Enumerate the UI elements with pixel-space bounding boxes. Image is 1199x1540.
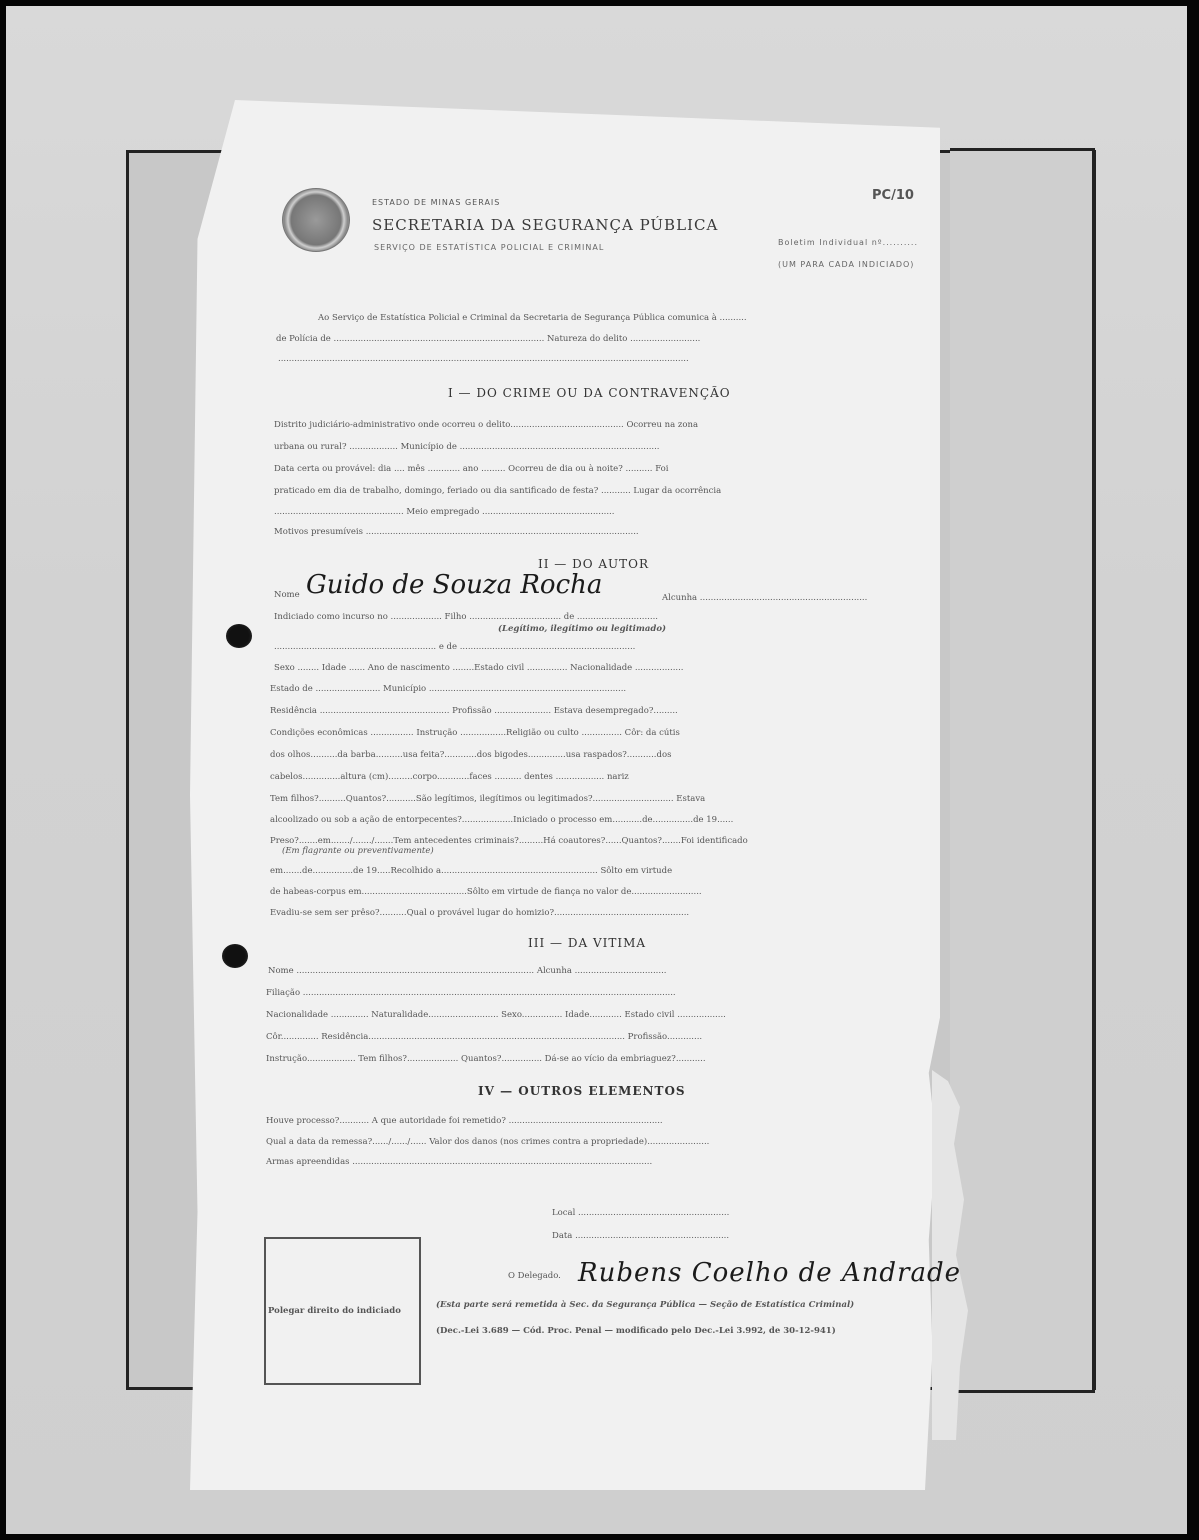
indicado-note: (UM PARA CADA INDICIADO) [778, 260, 915, 269]
section-2-line: Estado de ........................ Município ......................................................................... [270, 684, 627, 694]
data-field: Data ......................................................... [552, 1231, 730, 1241]
section-2-line: ............................................................ e de ................................................................. [274, 642, 636, 652]
section-2-note: (Legítimo, ilegítimo ou legitimado) [498, 624, 667, 634]
intro-line-2: de Polícia de .............................................................................. Natureza do delito .......................... [276, 334, 701, 344]
section-4-title: IV — OUTROS ELEMENTOS [478, 1084, 686, 1098]
section-3-line: Nome ........................................................................................ Alcunha .................................. [268, 966, 667, 976]
section-4-line: Armas apreendidas ............................................................................................................... [266, 1157, 653, 1167]
section-2-line: Tem filhos?..........Quantos?...........São legítimos, ilegítimos ou legitimados?.............................. Estava [270, 794, 706, 804]
author-name-label: Nome [274, 590, 300, 600]
delegado-signature: Rubens Coelho de Andrade [578, 1258, 962, 1288]
boletim-number: Boletim Individual nº.......... [778, 238, 918, 247]
section-2-line: alcoolizado ou sob a ação de entorpecentes?...................Iniciado o processo em...........de...............de 19...... [270, 815, 734, 825]
section-1-line: Motivos presumíveis ..................................................................................................... [274, 527, 639, 537]
footer-note-1: (Esta parte será remetida à Sec. da Segurança Pública — Seção de Estatística Criminal) [436, 1300, 855, 1310]
alcunha-label: Alcunha .............................................................. [662, 593, 868, 603]
state-seal-icon [282, 188, 350, 252]
section-4-line: Houve processo?........... A que autoridade foi remetido? ......................................................... [266, 1116, 663, 1126]
section-2-line: Condições econômicas ................ Instrução .................Religião ou culto ............... Côr: da cútis [270, 728, 680, 738]
section-1-line: urbana ou rural? .................. Município de .......................................................................... [274, 442, 660, 452]
section-3-line: Filiação .......................................................................................................................................... [266, 988, 676, 998]
footer-note-2: (Dec.-Lei 3.689 — Cód. Proc. Penal — modificado pelo Dec.-Lei 3.992, de 30-12-941) [436, 1326, 836, 1336]
section-2-line: Preso?.......em......./......./.......Tem antecedentes criminais?.........Há coautores?......Quantos?.......Foi identificado [270, 836, 748, 846]
section-2-note: (Em flagrante ou preventivamente) [282, 846, 434, 856]
scan-border-right [1187, 0, 1199, 1540]
section-2-line: Sexo ........ Idade ...... Ano de nascimento ........Estado civil ............... Nacionalidade .................. [274, 663, 684, 673]
backing-card-right [950, 148, 1095, 1393]
section-2-line: em.......de...............de 19.....Recolhido a.......................................................... Sôlto em virtude [270, 866, 673, 876]
section-3-line: Côr.............. Residência............................................................................................... Profissão............. [266, 1032, 703, 1042]
section-3-line: Instrução.................. Tem filhos?................... Quantos?............... Dá-se ao vício da embriaguez?........... [266, 1054, 706, 1064]
section-3-title: III — DA VITIMA [528, 936, 647, 950]
header-state: ESTADO DE MINAS GERAIS [372, 198, 501, 207]
scan-border-top [0, 0, 1199, 6]
section-2-title: II — DO AUTOR [538, 557, 650, 571]
punch-hole-bottom [222, 944, 248, 968]
section-2-line: de habeas-corpus em.......................................Sôlto em virtude de fiança no valor de.......................... [270, 887, 702, 897]
form-code: PC/10 [872, 188, 914, 203]
author-name-handwritten: Guido de Souza Rocha [306, 570, 603, 600]
section-1-line: Data certa ou provável: dia .... mês ............ ano ......... Ocorreu de dia ou à noite? .......... Foi [274, 464, 669, 474]
section-3-line: Nacionalidade .............. Naturalidade.......................... Sexo............... Idade............ Estado civil .................. [266, 1010, 726, 1020]
intro-line-1: Ao Serviço de Estatística Policial e Criminal da Secretaria de Segurança Pública comunica à .......... [318, 313, 747, 323]
scan-border-bottom [0, 1534, 1199, 1540]
punch-hole-top [226, 624, 252, 648]
intro-line-3: ........................................................................................................................................................ [278, 354, 689, 364]
local-field: Local ........................................................ [552, 1208, 730, 1218]
section-1-title: I — DO CRIME OU DA CONTRAVENÇÃO [448, 386, 731, 400]
section-2-line: cabelos..............altura (cm).........corpo............faces .......... dentes .................. nariz [270, 772, 629, 782]
delegado-label: O Delegado. [508, 1271, 561, 1281]
section-1-line: ................................................ Meio empregado ................................................. [274, 507, 615, 517]
section-1-line: Distrito judiciário-administrativo onde ocorreu o delito.......................................... Ocorreu na zona [274, 420, 699, 430]
section-2-line: Evadiu-se sem ser prêso?..........Qual o provável lugar do homizio?.................................................. [270, 908, 690, 918]
header-secretariat: SECRETARIA DA SEGURANÇA PÚBLICA [372, 216, 719, 234]
scan-border-left [0, 0, 6, 1540]
section-2-line: Residência ................................................ Profissão ..................... Estava desempregado?......... [270, 706, 678, 716]
thumbprint-label: Polegar direito do indiciado [268, 1306, 401, 1316]
section-2-line: dos olhos..........da barba..........usa feita?............dos bigodes..............usa raspados?...........dos [270, 750, 672, 760]
header-service: SERVIÇO DE ESTATÍSTICA POLICIAL E CRIMINAL [374, 243, 605, 252]
section-2-line: Indiciado como incurso no ................... Filho .................................. de .............................. [274, 612, 658, 622]
section-1-line: praticado em dia de trabalho, domingo, feriado ou dia santificado de festa? ........... Lugar da ocorrência [274, 486, 722, 496]
section-4-line: Qual a data da remessa?....../....../...... Valor dos danos (nos crimes contra a propriedade)....................... [266, 1137, 710, 1147]
